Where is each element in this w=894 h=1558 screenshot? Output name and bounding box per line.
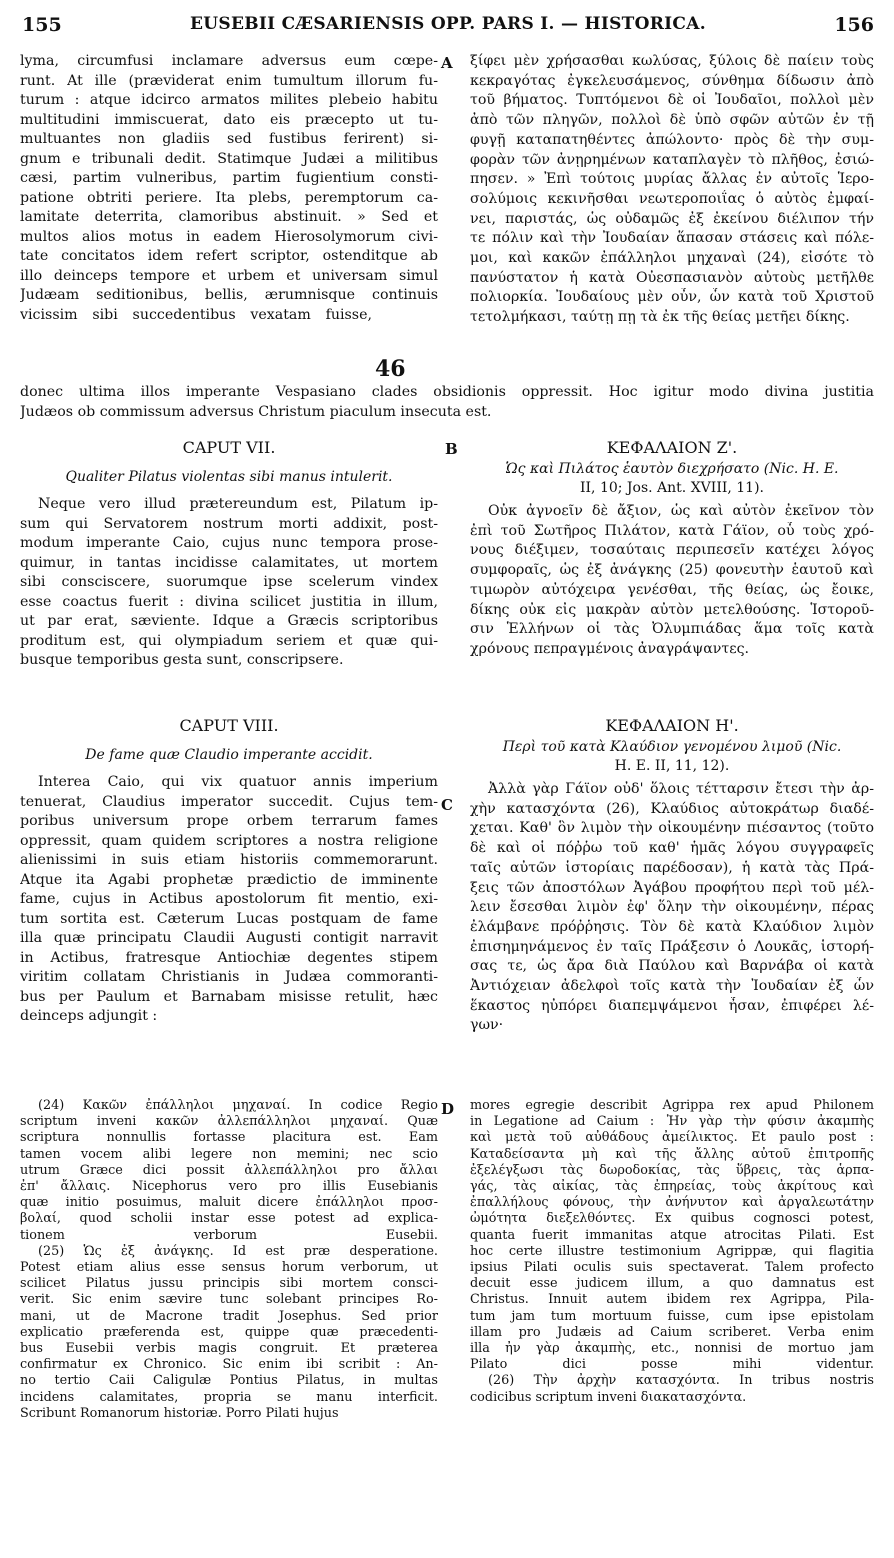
text-line: multos alios motus in eadem Hierosolymorum civi-	[20, 228, 438, 245]
text-line: deinceps adjungit :	[20, 1008, 158, 1024]
text-line: τε πόλιν καὶ τὴν Ἰουδαίαν ἅπασαν στάσεις καὶ πόλε-	[470, 230, 874, 247]
note-line: scriptura nonnullis fortasse placitura est. Eam	[20, 1130, 438, 1146]
text-line: σας τε, ὡς ἄρα διὰ Παύλου καὶ Βαρνάβα οἱ κατὰ	[470, 958, 874, 975]
text-line: Interea Caio, qui vix quatuor annis imperium	[38, 774, 438, 790]
text-line: tum sortita est. Cæterum Lucas postquam de fame	[20, 910, 438, 927]
text-line: ἐπὶ τοῦ Σωτῆρος Πιλάτον, κατὰ Γάϊον, οὗ τοὺς χρό-	[470, 522, 874, 539]
note-line: (25) Ὡς ἐξ ἀνάγκης. Id est præ desperatione.	[38, 1243, 438, 1259]
note-line: hoc certe illustre testimonium Agrippæ, qui flagitia	[470, 1243, 874, 1259]
note-line: quanta fuerit immanitas atque atrocitas Pilati. Est	[470, 1227, 874, 1243]
note-line: ἐπαλλήλους φόνους, τὴν ἀνήνυτον καὶ ἀργαλεωτάτην	[470, 1195, 874, 1211]
text-line: busque temporibus gesta sunt, conscripsere.	[20, 652, 344, 668]
text-line: modum imperante Caio, cujus nunc tempora prose-	[20, 535, 438, 551]
text-line: ξεις τῶν ἀποστόλων Ἀγάβου προφήτου περὶ τοῦ μέλ-	[470, 879, 874, 896]
text-line: patione obtriti periere. Ita plebs, peremptorum ca-	[20, 189, 438, 206]
text-line: χεται. Καθ' ὃν λιμὸν τὴν οἰκουμένην πιέσαντος (τοῦτο	[470, 820, 874, 837]
text-line: sum qui Servatorem nostrum morti addixit, post-	[20, 515, 438, 532]
text-line: oppressit, quam quidem scriptores a nostra religione	[20, 832, 438, 849]
note-line: codicibus scriptum inveni διακατασχόντα.	[470, 1389, 747, 1405]
text-line: ταῖς αὐτῶν ἱστορίαις παρέδοσαν), ἡ κατὰ τὰς Πρά-	[470, 859, 874, 876]
text-line: lyma, circumfusi inclamare adversus eum cœpe-	[20, 53, 438, 69]
text-line: tenuerat, Claudius imperator succedit. Cujus tem-	[20, 793, 438, 810]
text-line: Ἀντιόχειαν ἀδελφοὶ τοῖς κατὰ τὴν Ἰουδαίαν ἐξ ὧν	[470, 978, 874, 995]
caput-vii-subtitle: Qualiter Pilatus violentas sibi manus intulerit.	[65, 469, 393, 485]
text-line: πανύστατον ἡ κατὰ Οὐεσπασιανὸν αὐτοὺς μετῆλθε	[470, 269, 874, 286]
text-line: μοι, καὶ κακῶν ἐπάλληλοι μηχαναὶ (24), εἰσότε τὸ	[470, 250, 874, 267]
text-line: γων·	[470, 1017, 504, 1034]
text-line: τετολμήκασι, ταύτῃ πῃ τὰ ἐκ τῆς θείας μετῆει δίκης.	[470, 309, 850, 326]
kephalaion-z-subtitle-2: II, 10; Jos. Ant. XVIII, 11).	[579, 480, 765, 496]
kephalaion-h-subtitle-1: Περὶ τοῦ κατὰ Κλαύδιον γενομένου λιμοῦ (Nic.	[502, 739, 842, 755]
margin-number: 46	[375, 356, 406, 382]
text-line: ἕκαστος ηὐπόρει διαπεμψάμενοι ἦσαν, ἐπιφέρει λέ-	[470, 997, 874, 1014]
text-line: φυγῇ καταπατηθέντες ἀπώλοντο· πρὸς δὲ τὴν συμ-	[470, 131, 874, 148]
note-line: ipsius Pilati oculis suis spectaverat. Talem profecto	[470, 1260, 874, 1276]
caput-viii-body	[20, 773, 438, 1027]
note-line: ὠμότητα διεξελθόντες. Ex quibus cognosci potest,	[470, 1211, 874, 1227]
kephalaion-h	[470, 716, 874, 1036]
caput-viii-title: CAPUT VIII.	[179, 716, 279, 735]
text-line: tate concitatos idem refert scriptor, ostenditque ab	[20, 248, 438, 264]
note-line: Scribunt Romanorum historiæ. Porro Pilati hujus	[20, 1405, 339, 1421]
note-line: scriptum inveni κακῶν ἀλλεπάλληλοι μηχαναί. Quæ	[20, 1114, 438, 1130]
text-line: viritim collatam Christianis in Judæa commoranti-	[20, 969, 438, 985]
margin-marker-d: D	[441, 1100, 455, 1118]
text-line: πολιορκία. Ἰουδαίους μὲν οὖν, ὧν κατὰ τοῦ Χριστοῦ	[470, 289, 874, 306]
text-line: τοῦ βήματος. Τυπτόμενοι δὲ οἱ Ἰουδαῖοι, πολλοὶ μὲν	[470, 92, 874, 109]
text-line: illa quæ principatu Claudii Augusti contigit narravit	[20, 930, 438, 946]
text-line: multitudini immiscuerat, dato eis præcepto ut tu-	[20, 111, 438, 128]
text-line: esse coactus fuerit : divina scilicet justitia in illum,	[20, 593, 438, 610]
kephalaion-h-subtitle-2: H. E. II, 11, 12).	[614, 758, 730, 774]
note-line: bus Eusebii verbis magis congruit. Et præterea	[20, 1341, 438, 1357]
margin-marker-b: B	[445, 440, 458, 458]
caput-viii	[20, 716, 438, 1027]
note-line: verit. Sic enim sævire tunc solebant principes Ro-	[20, 1292, 438, 1308]
text-line: vicissim sibi succedentibus vexatam fuisse,	[20, 306, 372, 323]
note-line: no tertio Caii Caligulæ Pontius Pilatus, in multas	[20, 1373, 438, 1389]
full-width-text	[20, 383, 874, 422]
note-line: confirmatur ex Chronico. Sic enim ibi scribit : An-	[20, 1357, 438, 1373]
kephalaion-z-body	[470, 502, 874, 660]
note-line: mani, ut de Macrone tradit Josephus. Sed prior	[20, 1308, 438, 1324]
text-line: quimur, in tantas incidisse calamitates, ut mortem	[20, 554, 438, 571]
text-line: Judæam seditionibus, bellis, ærumnisque continuis	[20, 287, 438, 303]
note-line: ἐπ' ἄλλαις. Nicephorus vero pro illis Eusebianis	[20, 1179, 438, 1195]
margin-marker-c: C	[441, 796, 453, 814]
text-line: χὴν κατασχόντα (26), Κλαύδιος αὐτοκράτωρ διαδέ-	[470, 800, 874, 817]
top-left-column	[20, 52, 438, 325]
notes-left	[20, 1098, 438, 1422]
running-title: EUSEBII CÆSARIENSIS OPP. PARS I. — HISTORICA.	[190, 14, 706, 34]
caput-viii-subtitle: De fame quæ Claudio imperante accidit.	[85, 747, 373, 763]
caput-vii	[20, 438, 438, 671]
text-line: ἐπισημηνάμενος ἐν ταῖς Πράξεσιν ὁ Λουκᾶς, ἱστορή-	[470, 938, 874, 955]
text-line: Neque vero illud prætereundum est, Pilatum ip-	[38, 496, 438, 512]
caput-vii-title: CAPUT VII.	[182, 438, 276, 457]
text-line: ἀπὸ τῶν πληγῶν, πολλοὶ δὲ ὑπὸ σφῶν αὐτῶν ἐν τῇ	[470, 112, 874, 129]
note-line: γάς, τὰς αἰκίας, τὰς ἐπηρείας, τοὺς ἀκρίτους καὶ	[470, 1179, 874, 1195]
text-line: λειν ἔσεσθαι λιμὸν ἐφ' ὅλην τὴν οἰκουμένην, πέρας	[470, 899, 874, 916]
text-line: ξίφει μὲν χρήσασθαι κωλύσας, ξύλοις δὲ παίειν τοὺς	[470, 53, 874, 69]
note-line: in Legatione ad Caium : Ἦν γὰρ τὴν φύσιν ἀκαμπὴς	[470, 1114, 874, 1130]
kephalaion-z	[470, 438, 874, 660]
notes-right	[470, 1098, 874, 1406]
text-line: proditum est, qui olympiadum seriem et quæ qui-	[20, 632, 438, 649]
text-line: χρόνους πεπραγμένοις ἀναγράψαντες.	[470, 640, 750, 657]
text-line: ἐλάμβανε πρόῤῥησις. Τὸν δὲ κατὰ Κλαύδιον λιμὸν	[470, 918, 874, 935]
text-line: Judæos ob commissum adversus Christum piaculum insecuta est.	[20, 403, 492, 420]
page-header	[22, 14, 874, 40]
note-line: (24) Κακῶν ἐπάλληλοι μηχαναί. In codice Regio	[38, 1098, 438, 1113]
text-line: turum : atque idcirco armatos milites plebeio habitu	[20, 92, 438, 108]
note-line: utrum Græce dici possit ἀλλεπάλληλοι pro ἄλλαι	[20, 1162, 438, 1178]
note-line: illam pro Judæis ad Caium scriberet. Verba enim	[470, 1324, 874, 1340]
text-line: ut par erat, sæviente. Idque a Græcis scriptoribus	[20, 613, 438, 629]
text-line: donec ultima illos imperante Vespasiano clades obsidionis oppressit. Hoc igitur modo divina justitia	[20, 384, 874, 400]
note-line: (26) Τὴν ἀρχὴν κατασχόντα. In tribus nostris	[488, 1373, 874, 1389]
caput-vii-body	[20, 495, 438, 671]
note-line: tamen vocem alibi legere non memini; nec scio	[20, 1146, 438, 1162]
text-line: πησεν. » Ἐπὶ τούτοις μυρίας ἄλλας ἐν αὐτοῖς Ἱερο-	[470, 171, 874, 188]
kephalaion-h-title: ΚΕΦΑΛΑΙΟΝ Η'.	[605, 716, 739, 735]
text-line: συμφοραῖς, ὡς ἐξ ἀνάγκης (25) φονευτὴν ἑαυτοῦ καὶ	[470, 562, 874, 579]
note-line: Καταδείσαντα μὴ καὶ τῆς ἄλλης αὐτοῦ ἐπιτροπῆς	[470, 1146, 874, 1162]
note-line: Christus. Innuit autem ibidem rex Agrippa, Pila-	[470, 1292, 874, 1308]
note-line: illa ἦν γὰρ ἀκαμπὴς, etc., nonnisi de mortuo jam	[470, 1341, 874, 1357]
note-line: καὶ μετὰ τοῦ αὐθάδους ἀμείλικτος. Et paulo post :	[470, 1130, 874, 1146]
note-line: ἐξελέγξωσι τὰς δωροδοκίας, τὰς ὕβρεις, τὰς ἁρπα-	[470, 1162, 874, 1178]
text-line: multuantes non gladiis sed fustibus ferirent) si-	[20, 131, 438, 147]
text-line: poribus universum prope orbem terrarum fames	[20, 813, 438, 829]
note-line: quæ initio posuimus, maluit dicere ἐπάλληλοι προσ-	[20, 1195, 438, 1211]
text-line: σολύμοις κεκινῆσθαι νεωτεροποιΐας ὁ αὐτὸς ἐμφαί-	[470, 190, 874, 207]
kephalaion-z-subtitle-1: Ὡς καὶ Πιλάτος ἑαυτὸν διεχρήσατο (Nic. H. E.	[505, 461, 839, 477]
note-line: mores egregie describit Agrippa rex apud Philonem	[470, 1098, 874, 1113]
note-line: Pilato dici posse mihi videntur.	[470, 1357, 874, 1373]
text-line: lamitate deterrita, clamoribus abstinuit. » Sed et	[20, 209, 438, 225]
note-line: decuit esse judicem illum, a quo damnatus est	[470, 1276, 874, 1292]
text-line: Ἀλλὰ γὰρ Γάϊον οὐδ' ὅλοις τέτταρσιν ἔτεσι τὴν ἀρ-	[488, 781, 874, 797]
top-right-column	[470, 52, 874, 328]
note-line: βολαί, quod scholii instar esse potest ad explica-	[20, 1211, 438, 1227]
text-line: cæsi, partim vulneribus, partim fugientium consti-	[20, 170, 438, 186]
kephalaion-h-body	[470, 780, 874, 1036]
text-line: νους διέξιμεν, τοσαύταις περιπεσεῖν κατέχει λόγος	[470, 542, 874, 559]
note-line: scilicet Pilatus jussu principis sibi mortem consci-	[20, 1276, 438, 1292]
text-line: alienissimi in suis etiam historiis commemorarunt.	[20, 852, 438, 868]
note-line: incidens calamitates, propria se manu interficit.	[20, 1389, 438, 1405]
text-line: κεκραγότας ἐγκελευσάμενος, σύνθημα δίδωσιν ἀπὸ	[470, 72, 874, 89]
kephalaion-z-title: ΚΕΦΑΛΑΙΟΝ Ζ'.	[606, 438, 738, 457]
text-line: νει, παριστάς, ὡς οὐδαμῶς ἐξ ἐκείνου διέλιπον τήν	[470, 210, 874, 227]
text-line: sibi consciscere, suorumque ipse scelerum vindex	[20, 574, 438, 590]
margin-marker-a: A	[441, 54, 453, 72]
note-line: Potest etiam alius esse sensus horum verborum, ut	[20, 1260, 438, 1276]
text-line: Οὐκ ἀγνοεῖν δὲ ἄξιον, ὡς καὶ αὐτὸν ἐκεῖνον τὸν	[488, 503, 874, 519]
text-line: τιμωρὸν αὐτόχειρα γενέσθαι, τῆς θείας, ὡς ἔοικε,	[470, 581, 874, 598]
note-line: tum jam tum mortuum fuisse, cum ipse epistolam	[470, 1308, 874, 1324]
text-line: Atque ita Agabi prophetæ prædictio de imminente	[20, 871, 438, 888]
note-line: explicatio præferenda est, quippe quæ præcedenti-	[20, 1324, 438, 1340]
text-line: bus per Paulum et Barnabam misisse retulit, hæc	[20, 988, 438, 1005]
text-line: runt. At ille (præviderat enim tumultum illorum fu-	[20, 72, 438, 89]
text-line: in Actibus, fratresque Antiochiæ degentes stipem	[20, 949, 438, 966]
page-number-right: 156	[834, 14, 874, 36]
note-line: tionem verborum Eusebii.	[20, 1227, 438, 1243]
text-line: δὲ καὶ οἱ πόῤῥω τοῦ καθ' ἡμᾶς λόγου συγγραφεῖς	[470, 840, 874, 857]
text-line: σιν Ἑλλήνων οἱ τὰς Ὀλυμπιάδας ἅμα τοῖς κατὰ	[470, 621, 874, 638]
page-number-left: 155	[22, 14, 62, 36]
text-line: illo deinceps tempore et urbem et universam simul	[20, 267, 438, 284]
text-line: δίκης οὐκ εἰς μακρὰν αὐτὸν μετελθούσης. Ἱστοροῦ-	[470, 601, 874, 618]
text-line: φορὰν τῶν ἀνῃρημένων καταπλαγὲν τὸ πλῆθος, ἐσιώ-	[470, 151, 874, 168]
text-line: fame, cujus in Actibus apostolorum fit mentio, exi-	[20, 891, 438, 907]
text-line: gnum e tribunali dedit. Statimque Judæi a militibus	[20, 150, 438, 167]
